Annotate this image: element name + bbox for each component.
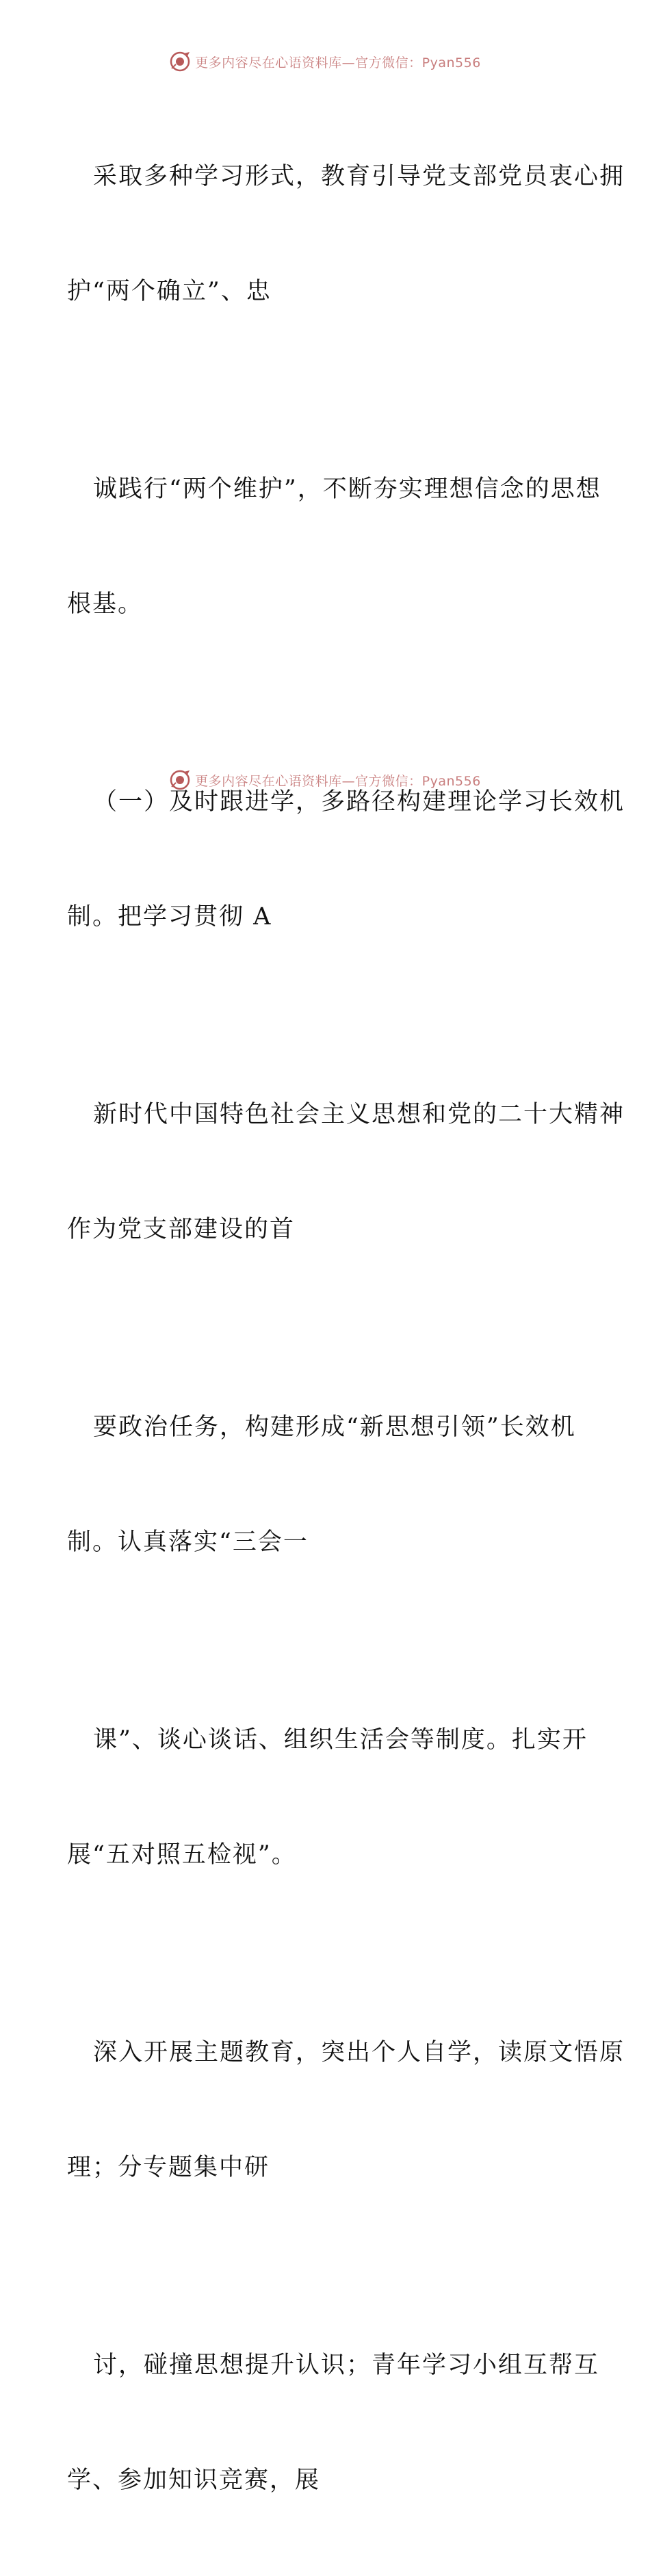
quill-seal-icon xyxy=(169,769,191,791)
paragraph-line: 根基。 xyxy=(67,590,144,618)
paragraph-line: 课”、谈心谈话、组织生活会等制度。扎实开 xyxy=(93,1726,588,1754)
footer-banner xyxy=(0,768,650,792)
quill-seal-icon xyxy=(169,51,191,73)
paragraph xyxy=(67,1331,587,1638)
paragraph-line: 诚践行“两个维护”，不断夯实理想信念的思想 xyxy=(93,476,601,503)
paragraph-line: 要政治任务，构建形成“新思想引领”长效机 xyxy=(93,1414,576,1441)
paragraph-line: 制。认真落实“三会一 xyxy=(67,1528,309,1556)
paragraph xyxy=(67,393,601,700)
document-body xyxy=(67,81,625,2576)
paragraph-line: 作为党支部建设的首 xyxy=(67,1216,296,1243)
paragraph-line: 制。把学习贯彻 A xyxy=(67,903,272,931)
paragraph xyxy=(67,1644,587,1951)
paragraph-line: （一）及时跟进学，多路径构建理论学习长效机 xyxy=(93,788,625,816)
paragraph xyxy=(67,2269,600,2576)
paragraph xyxy=(67,1957,625,2263)
paragraph xyxy=(67,1019,625,1325)
paragraph-line: 学、参加知识竞赛，展 xyxy=(67,2467,321,2494)
paragraph-line: 理；分专题集中研 xyxy=(67,2154,270,2181)
header-banner-text: 更多内容尽在心语资料库—官方微信：Pyan556 xyxy=(195,55,481,70)
paragraph xyxy=(67,706,625,1013)
paragraph-line: 新时代中国特色社会主义思想和党的二十大精神 xyxy=(93,1101,625,1128)
paragraph-line: 深入开展主题教育，突出个人自学，读原文悟原 xyxy=(93,2039,625,2066)
paragraph-line: 讨，碰撞思想提升认识；青年学习小组互帮互 xyxy=(93,2352,600,2379)
header-banner xyxy=(0,49,650,74)
paragraph-line: 展“五对照五检视”。 xyxy=(67,1841,297,1869)
paragraph-line: 采取多种学习形式，教育引导党支部党员衷心拥 xyxy=(93,163,625,190)
paragraph xyxy=(67,81,625,387)
paragraph-line: 护“两个确立”、忠 xyxy=(67,278,272,305)
footer-banner-text: 更多内容尽在心语资料库—官方微信：Pyan556 xyxy=(195,773,481,789)
